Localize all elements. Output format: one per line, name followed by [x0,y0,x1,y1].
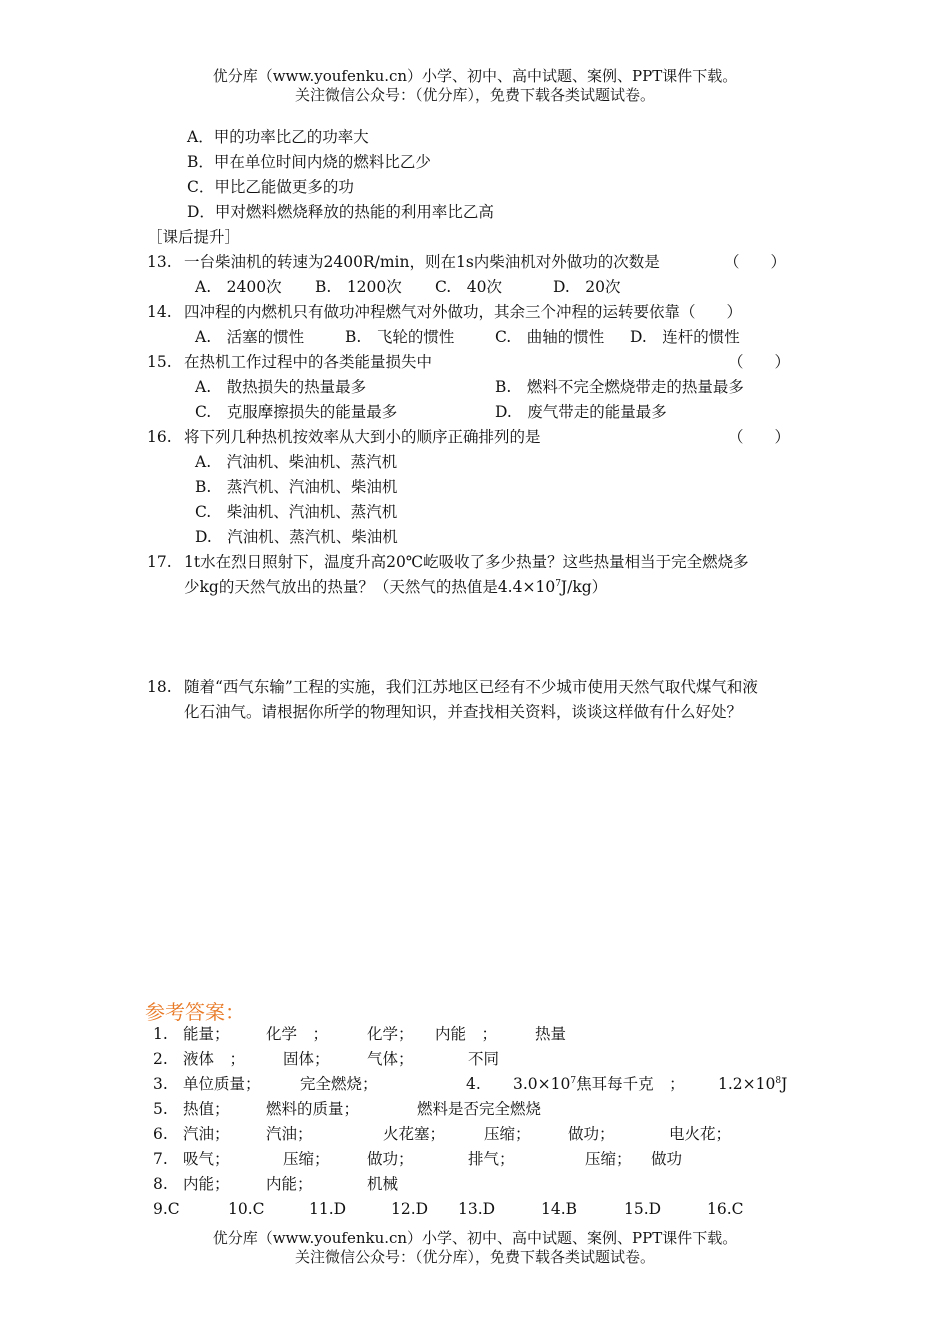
q13-text: 一台柴油机的转速为2400R/min，则在1s内柴油机对外做功的次数是 [184,253,660,271]
q17-text-line-2: 少kg的天然气放出的热量？（天然气的热值是$4.4\times 10^7J/kg$） [184,578,608,596]
q16-option-b: B. 蒸汽机、汽油机、柴油机 [195,478,398,496]
q13-number: 13. [147,253,172,271]
q15-text: 在热机工作过程中的各类能量损失中 [184,353,433,371]
q13-option-d: D. 20次 [553,278,621,296]
q16-option-c: C. 柴油机、汽油机、蒸汽机 [195,503,398,521]
q15-option-c: C. 克服摩擦损失的能量最多 [195,403,398,421]
prev-option-d: D．甲对燃料燃烧释放的热能的利用率比乙高 [187,203,494,221]
header-line-1: 优分库（www.youfenku.cn）小学、初中、高中试题、案例、PPT课件下载。 [212,67,738,85]
q18-text-line-1: 随着“西气东输”工程的实施，我们江苏地区已经有不少城市使用天然气取代煤气和液 [184,678,758,696]
q17-text-line-1: 1t水在烈日照射下，温度升高20℃屹吸收了多少热量？这些热量相当于完全燃烧多 [184,553,749,571]
prev-option-c: C．甲比乙能做更多的功 [187,178,354,196]
q18-number: 18. [147,678,172,696]
q15-option-b: B. 燃料不完全燃烧带走的热量最多 [495,378,744,396]
section-title: ［课后提升］ [147,228,241,246]
q14-option-a: A. 活塞的惯性 [195,328,305,346]
q15-option-d: D. 废气带走的能量最多 [495,403,667,421]
q15-option-a: A. 散热损失的热量最多 [195,378,367,396]
header-line-2: 关注微信公众号：（优分库），免费下载各类试题试卷。 [294,86,655,104]
q15-answer-paren: （ ） [728,353,791,371]
q13-option-a: A. 2400次 [195,278,282,296]
q14-number: 14. [147,303,172,321]
q18-text-line-2: 化石油气。请根据你所学的物理知识，并查找相关资料，谈谈这样做有什么好处？ [184,703,743,721]
footer-line-2: 关注微信公众号：（优分库），免费下载各类试题试卷。 [294,1248,655,1266]
q14-option-d: D. 连杆的惯性 [630,328,740,346]
q16-text: 将下列几种热机按效率从大到小的顺序正确排列的是 [184,428,541,446]
q15-number: 15. [147,353,172,371]
q14-option-c: C. 曲轴的惯性 [495,328,605,346]
prev-option-b: B．甲在单位时间内烧的燃料比乙少 [187,153,431,171]
prev-option-a: A．甲的功率比乙的功率大 [187,128,369,146]
q16-answer-paren: （ ） [728,428,791,446]
q16-option-a: A. 汽油机、柴油机、蒸汽机 [195,453,398,471]
q14-text: 四冲程的内燃机只有做功冲程燃气对外做功，其余三个冲程的运转要依靠（ ） [184,303,743,321]
answers-title: 参考答案： [145,1000,245,1024]
footer-line-1: 优分库（www.youfenku.cn）小学、初中、高中试题、案例、PPT课件下载。 [212,1229,738,1247]
q13-answer-paren: （ ） [724,253,787,271]
q16-option-d: D. 汽油机、蒸汽机、柴油机 [195,528,398,546]
q14-option-b: B. 飞轮的惯性 [345,328,455,346]
q13-option-c: C. 40次 [435,278,502,296]
q17-number: 17. [147,553,172,571]
q16-number: 16. [147,428,172,446]
q13-option-b: B. 1200次 [315,278,402,296]
